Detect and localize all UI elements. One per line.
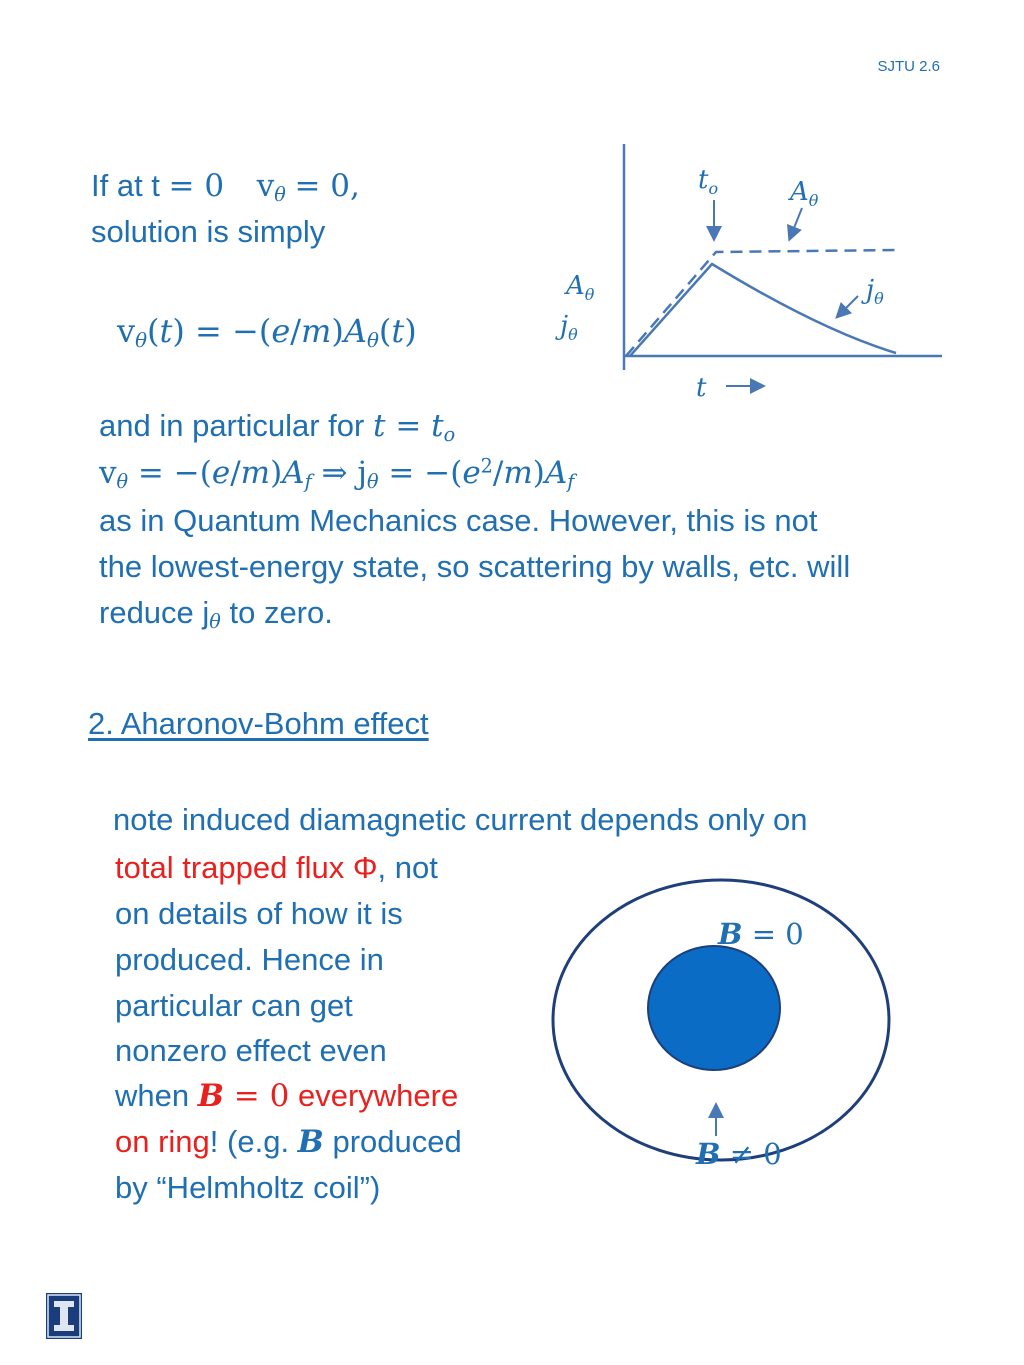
ab-line-9: by “Helmholtz coil”) [115,1170,381,1205]
a-theta-arrow [790,208,802,238]
flux-disk [648,946,780,1070]
slide-number: SJTU 2.6 [877,58,940,75]
label-b-zero: B = 0 [718,917,804,951]
label-j-theta-left: $j_\theta$ [560,311,578,344]
label-t: t [696,373,707,403]
label-a-theta-top: $A_\theta$ [790,177,819,210]
particular-line-2: $v_\theta = -(e/m)A_f$ ⇒ $j_\theta = -(e^2/m)A_f$ [99,454,575,493]
particular-line-4: the lowest-energy state, so scattering by walls, etc. will [99,549,851,584]
ab-line-8: on ring! (e.g. B produced [115,1124,462,1160]
ab-line-3: on details of how it is [115,896,403,931]
particular-line-5: reduce $j_\theta$ to zero. [99,595,333,633]
ab-line-7: when B = 0 everywhere [115,1078,459,1114]
ab-line-1: note induced diamagnetic current depends only on [113,802,808,837]
label-b-nonzero: B ≠ 0 [696,1137,782,1171]
current-time-graph [540,140,960,410]
label-a-theta-left: $A_\theta$ [566,271,595,304]
particular-line-3: as in Quantum Mechanics case. However, this is not [99,503,818,538]
ab-line-2: total trapped flux Φ, not [115,850,438,885]
ab-line-5: particular can get [115,988,353,1023]
intro-line-2: solution is simply [91,214,326,249]
particular-line-1: and in particular for $t = t_o$ [99,408,456,446]
ab-line-4: produced. Hence in [115,942,384,977]
intro-line-1: If at t = 0 $v_\theta = 0$, [91,168,360,206]
label-to: $t_o$ [698,165,719,198]
ab-line-6: nonzero effect even [115,1033,387,1068]
j-theta-arrow [838,296,858,316]
ring-diagram [540,860,980,1220]
illinois-block-i-icon [46,1293,82,1339]
current-curve [630,264,896,356]
main-equation: $v_\theta(t) = -(e/m)A_\theta(t)$ [117,312,417,352]
label-j-theta-right: $j_\theta$ [866,275,884,308]
section-heading: 2. Aharonov-Bohm effect [88,706,429,741]
